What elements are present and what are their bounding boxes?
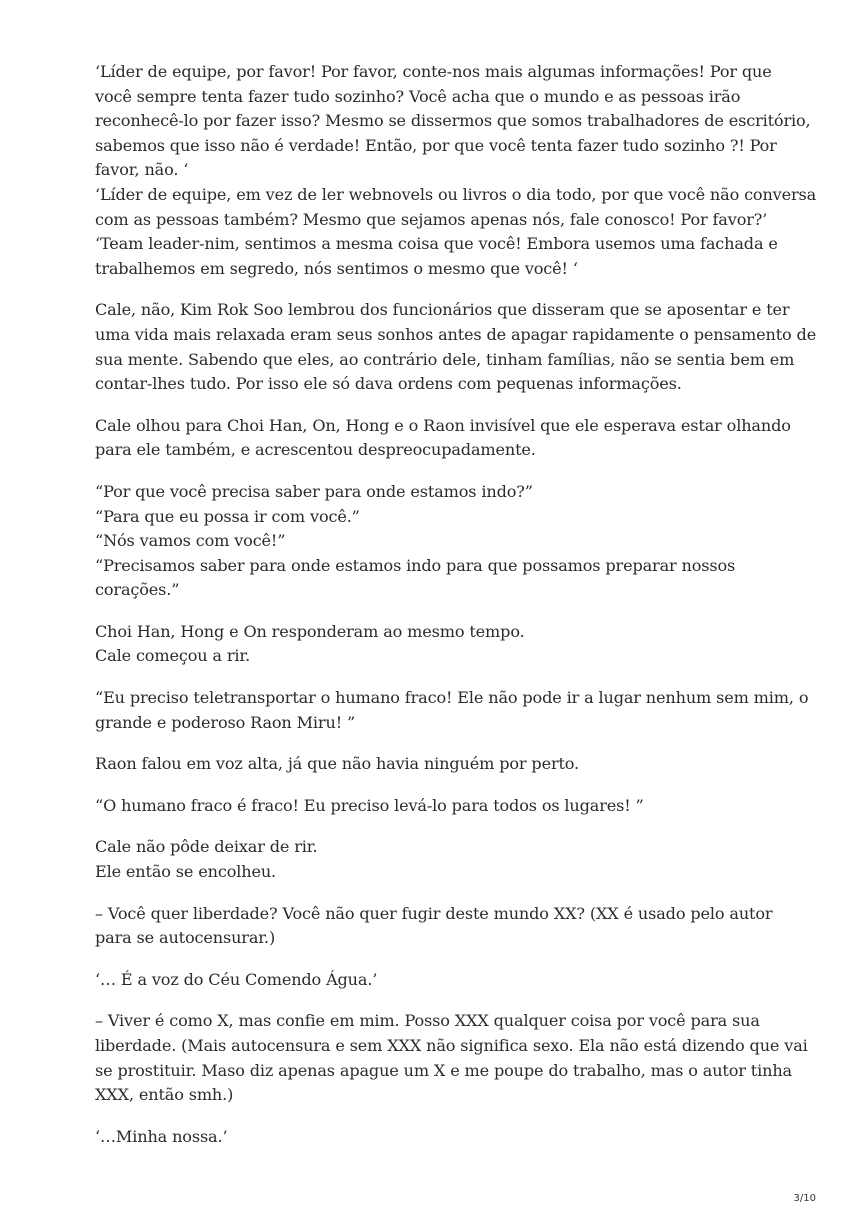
paragraph bbox=[95, 414, 795, 463]
paragraph bbox=[95, 298, 817, 396]
text-line: corações.” bbox=[95, 580, 180, 600]
text-line: se prostituir. Maso diz apenas apague um X e me poupe do trabalho, mas o autor tinha bbox=[95, 1060, 792, 1080]
text-line: uma vida mais relaxada eram seus sonhos antes de apagar rapidamente o pensamento de bbox=[95, 324, 817, 344]
text-line: Cale começou a rir. bbox=[95, 646, 251, 666]
paragraph bbox=[95, 60, 817, 281]
text-line: você sempre tenta fazer tudo sozinho? Você acha que o mundo e as pessoas irão bbox=[95, 86, 741, 106]
text-line: favor, não. ‘ bbox=[95, 160, 189, 180]
text-line: Raon falou em voz alta, já que não havia ninguém por perto. bbox=[95, 754, 580, 774]
text-line: Ele então se encolheu. bbox=[95, 862, 277, 882]
paragraph bbox=[95, 686, 809, 735]
document-body bbox=[95, 60, 817, 1166]
text-line: Choi Han, Hong e On responderam ao mesmo tempo. bbox=[95, 621, 525, 641]
text-line: “Nós vamos com você!” bbox=[95, 531, 286, 551]
text-line: ‘Team leader-nim, sentimos a mesma coisa que você! Embora usemos uma fachada e bbox=[95, 234, 778, 254]
paragraph bbox=[95, 752, 795, 777]
page-number: 3/10 bbox=[793, 1193, 816, 1204]
text-line: – Você quer liberdade? Você não quer fugir deste mundo XX? (XX é usado pelo autor bbox=[95, 903, 773, 923]
text-line: ‘…Minha nossa.’ bbox=[95, 1126, 228, 1146]
text-line: liberdade. (Mais autocensura e sem XXX não significa sexo. Ela não está dizendo que vai bbox=[95, 1036, 808, 1055]
text-line: sabemos que isso não é verdade! Então, por que você tenta fazer tudo sozinho ?! Por bbox=[95, 135, 777, 155]
text-line: “Para que eu possa ir com você.” bbox=[95, 506, 360, 526]
text-line: ‘Líder de equipe, em vez de ler webnovels ou livros o dia todo, por que você não conversa bbox=[95, 184, 817, 204]
text-line: “O humano fraco é fraco! Eu preciso levá-lo para todos os lugares! ” bbox=[95, 795, 644, 815]
paragraph bbox=[95, 902, 795, 951]
text-line: Cale olhou para Choi Han, On, Hong e o Raon invisível que ele esperava estar olhando bbox=[95, 415, 791, 435]
paragraph bbox=[95, 1125, 795, 1150]
text-line: para se autocensurar.) bbox=[95, 928, 276, 948]
paragraph bbox=[95, 835, 795, 884]
text-line: – Viver é como X, mas confie em mim. Posso XXX qualquer coisa por você para sua bbox=[95, 1011, 760, 1031]
text-line: “Eu preciso teletransportar o humano fraco! Ele não pode ir a lugar nenhum sem mim, o bbox=[95, 688, 809, 708]
text-line: para ele também, e acrescentou despreocupadamente. bbox=[95, 440, 536, 460]
text-line: ‘Líder de equipe, por favor! Por favor, conte-nos mais algumas informações! Por que bbox=[95, 62, 772, 81]
paragraph bbox=[95, 968, 795, 993]
text-line: Cale, não, Kim Rok Soo lembrou dos funcionários que disseram que se aposentar e ter bbox=[95, 300, 790, 320]
paragraph bbox=[95, 794, 795, 819]
text-line: sua mente. Sabendo que eles, ao contrário dele, tinham famílias, não se sentia bem em bbox=[95, 349, 795, 369]
text-line: contar-lhes tudo. Por isso ele só dava ordens com pequenas informações. bbox=[95, 374, 682, 394]
paragraph bbox=[95, 620, 795, 669]
text-line: com as pessoas também? Mesmo que sejamos apenas nós, fale conosco! Por favor?’ bbox=[95, 209, 768, 229]
text-line: XXX, então smh.) bbox=[95, 1085, 234, 1105]
text-line: reconhecê-lo por fazer isso? Mesmo se dissermos que somos trabalhadores de escritório, bbox=[95, 111, 811, 131]
text-line: trabalhemos em segredo, nós sentimos o mesmo que você! ‘ bbox=[95, 258, 578, 278]
paragraph bbox=[95, 1009, 808, 1107]
paragraph bbox=[95, 480, 795, 603]
text-line: Cale não pôde deixar de rir. bbox=[95, 837, 318, 857]
text-line: ‘… É a voz do Céu Comendo Água.’ bbox=[95, 969, 378, 989]
text-line: “Por que você precisa saber para onde estamos indo?” bbox=[95, 481, 533, 501]
text-line: grande e poderoso Raon Miru! ” bbox=[95, 712, 356, 732]
text-line: “Precisamos saber para onde estamos indo para que possamos preparar nossos bbox=[95, 555, 736, 575]
